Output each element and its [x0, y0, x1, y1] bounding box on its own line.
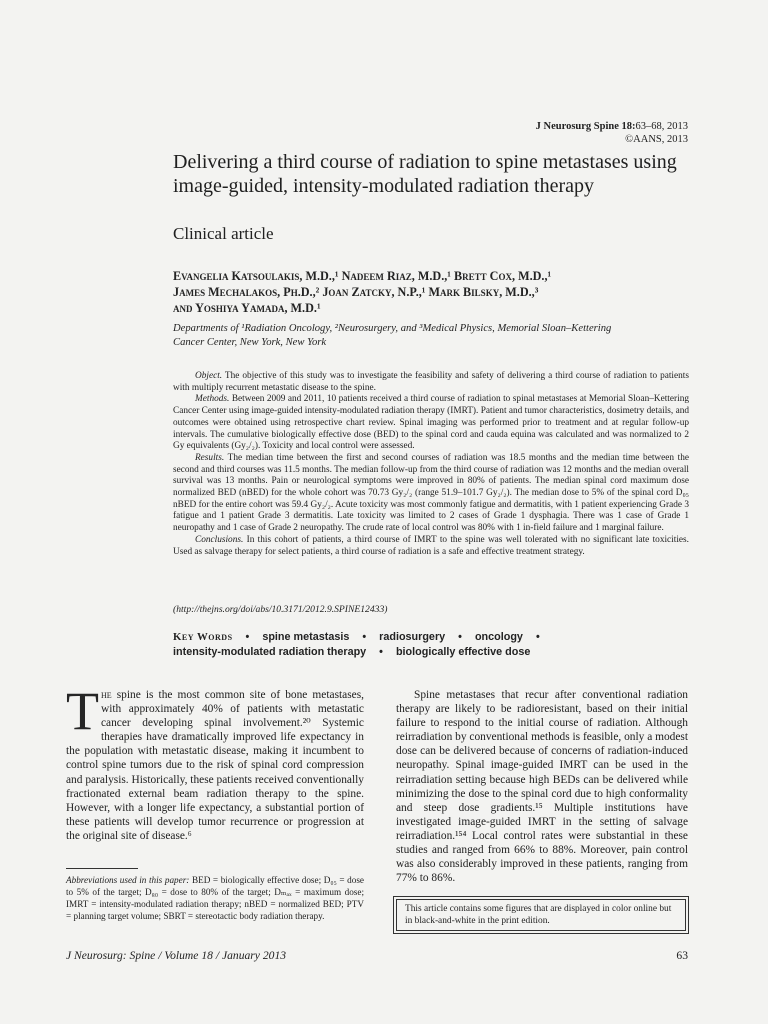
affiliations-line-2: Cancer Center, New York, New York — [173, 337, 327, 348]
abstract-object — [173, 371, 689, 394]
keyword-item: spine metastasis — [262, 631, 350, 643]
keyword-separator: • — [458, 631, 462, 643]
keyword-separator: • — [245, 631, 250, 643]
keywords-line-2 — [173, 645, 693, 660]
journal-reference — [536, 120, 688, 146]
keywords-block — [173, 630, 693, 660]
abbreviations-footnote — [66, 874, 364, 922]
color-figures-notice-text: This article contains some figures that are displayed in color online but in black-and-white in the print edition. — [396, 899, 686, 931]
keyword-separator: • — [362, 631, 367, 643]
copyright-line: ©AANS, 2013 — [625, 134, 688, 145]
article-type: Clinical article — [173, 224, 274, 243]
abstract-conclusions — [173, 535, 689, 558]
footnote-label: Abbreviations used in this paper: — [66, 875, 190, 885]
abstract-object-label: Object. — [195, 371, 223, 381]
abstract-results-label: Results. — [195, 452, 225, 463]
footer-journal: J Neurosurg: Spine / Volume 18 / January 2013 — [66, 949, 287, 962]
keyword-item: radiosurgery — [379, 631, 446, 643]
abstract-methods — [173, 394, 689, 453]
body-left-text: spine is the most common site of bone metastases, with approximately 40% of patients with metastatic cancer developing spinal involvement.²⁰ Systemic therapies have dramatically improved life expectancy in the population with metastatic disease, making it incumbent to control spine tumors due to the risk of spinal cord compression and paralysis. Historically, these patients received conventionally fractionated external beam radiation therapy to the spine. However, with a longer life expectancy, a substantial portion of these patients will develop tumor recurrence or progression at the original site of disease.⁶ — [66, 689, 364, 842]
keyword-item: biologically effective dose — [395, 646, 531, 658]
keyword-separator: • — [535, 631, 540, 643]
article-title: Delivering a third course of radiation to spine metastases using image-guided, intensity-modulated radiation therapy — [173, 151, 677, 197]
authors-line-1: Evangelia Katsoulakis, M.D.,¹ Nadeem Riaz, M.D.,¹ Brett Cox, M.D.,¹ — [173, 269, 552, 283]
lead-smallcaps: he — [101, 689, 112, 701]
abstract — [173, 371, 689, 558]
footnote-divider — [66, 868, 138, 869]
body-column-right — [396, 688, 688, 885]
body-right-paragraph: Spine metastases that recur after conventional radiation therapy are likely to be radioresistant, based on their initial failure to respond to the initial course of radiation. Although reirradiation by conventional methods is feasible, only a modest dose can be delivered because of concerns of radiation-induced neuropathy. Spinal image-guided IMRT can be used in the reirradiation setting because high BEDs can be delivered while minimizing the dose to the spinal cord due to high conformality and steep dose gradients.¹⁵ Multiple institutions have investigated image-guided IMRT in the setting of salvage reirradiation.¹⁵⁴ Local control rates were substantial in these studies and ranged from 66% to 88%. Moreover, pain control was also considerably improved in these patients, ranging from 77% to 86%. — [396, 689, 688, 885]
page-number: 63 — [676, 949, 688, 962]
abstract-object-text: The objective of this study was to investigate the feasibility and safety of delivering a third course of radiation to patients with multiply recurrent metastatic disease to the spine. — [173, 371, 689, 393]
keywords-line-1 — [173, 630, 693, 645]
body-column-left — [66, 681, 364, 843]
abstract-methods-label: Methods. — [195, 394, 230, 405]
color-figures-notice — [393, 896, 689, 934]
keywords-label: Key Words — [173, 631, 233, 643]
keyword-item: intensity-modulated radiation therapy — [173, 646, 367, 658]
journal-citation-pages: 63–68, 2013 — [635, 121, 688, 132]
doi-link[interactable]: (http://thejns.org/doi/abs/10.3171/2012.9.SPINE12433) — [173, 604, 388, 615]
author-affiliations — [173, 322, 693, 350]
drop-cap: T — [66, 681, 99, 741]
abstract-conclusions-text: In this cohort of patients, a third course of IMRT to the spine was well tolerated with no significant late toxicities. Used as salvage therapy for select patients, a third course of radiation is a safe and effective treatment strategy. — [173, 534, 689, 557]
journal-citation — [536, 120, 688, 133]
abstract-results-text: The median time between the first and second courses of radiation was 18.5 months and the median time between the second and third courses was 11.5 months. The median follow-up from the third course of radiation was 12 months and the median overall survival was 13 months. Pain or neurological symptoms were improved in 80% of patients. The median spinal cord maximum dose normalized BED (nBED) for the whole cohort was 70.73 Gy₂/₂ (range 51.9–101.7 Gy₂/₂). The median dose to 5% of the spinal cord D₀₅ nBED for the entire cohort was 59.4 Gy₂/₂. Acute toxicity was most commonly fatigue and dermatitis, with 1 patient experiencing Grade 3 fatigue and 1 patient Grade 3 dermatitis. Late toxicity was limited to 2 cases of Grade 1 dysphagia. There was 1 case of Grade 1 neuropathy and 1 case of Grade 2 neuropathy. The crude rate of local control was 80% with 1 in-field failure and 1 marginal failure. — [173, 452, 689, 534]
affiliations-line-1: Departments of ¹Radiation Oncology, ²Neurosurgery, and ³Medical Physics, Memorial Sloan–Kettering — [173, 323, 612, 334]
footnote-text: BED = biologically effective dose; D₀₅ = dose to 5% of the target; D₈₀ = dose to 80% of the target; Dₘₐₓ = maximum dose; IMRT = intensity-modulated radiation therapy; nBED = normalized BED; PTV = planning target volume; SBRT = stereotactic body radiation therapy. — [66, 875, 364, 921]
authors-line-2: James Mechalakos, Ph.D.,² Joan Zatcky, N.P.,¹ Mark Bilsky, M.D.,³ — [173, 285, 539, 299]
keyword-item: oncology — [474, 631, 523, 643]
author-list — [173, 268, 693, 316]
abstract-results — [173, 453, 689, 535]
journal-citation-bold: J Neurosurg Spine 18: — [535, 121, 636, 132]
abstract-conclusions-label: Conclusions. — [195, 534, 244, 545]
abstract-methods-text: Between 2009 and 2011, 10 patients received a third course of radiation to spinal metastases at Memorial Sloan–Kettering Cancer Center using image-guided intensity-modulated radiation therapy (IMRT). Patient and tumor characteristics, dosimetry details, and outcomes were obtained using retrospective chart review. Spinal imaging was performed prior to treatment and at regular follow-up intervals. The cumulative biologically effective dose (BED) to the spinal cord and cauda equina was calculated and was normalized to 2 Gy equivalents (Gy₂/₂). Toxicity and local control were assessed. — [173, 394, 689, 452]
keyword-separator: • — [379, 646, 383, 658]
authors-line-3: and Yoshiya Yamada, M.D.¹ — [173, 301, 321, 315]
